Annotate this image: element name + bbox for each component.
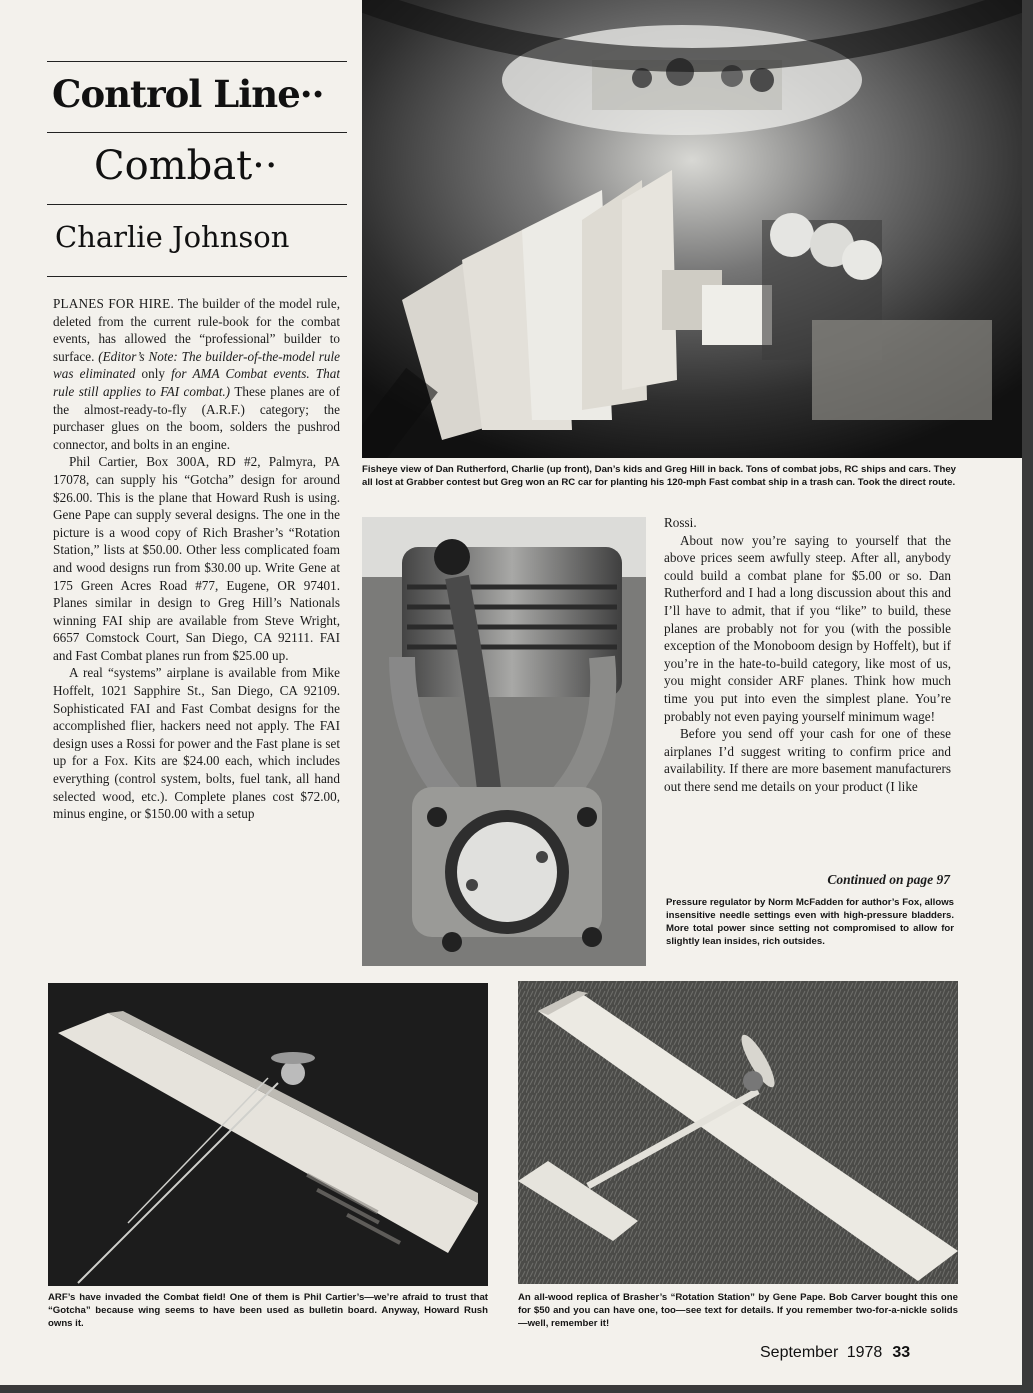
engine-photo-image [362,517,646,966]
gotcha-photo-image [48,983,488,1286]
paragraph-text: These planes are of the almost-ready-to-fly (A.R.F.) category; the purchaser glues on the boom, solders the pushrod connector, and bolts in an engine. [53,383,340,452]
van-photo-caption: Fisheye view of Dan Rutherford, Charlie (up front), Dan’s kids and Greg Hill in back. Tons of combat jobs, RC ships and cars. They all lost at Grabber contest but Greg won an RC car for planting his 120-mph Fast combat ship in a trash can. Took the direct route. [362,464,956,488]
column-subtitle: Combat·· [94,143,278,189]
article-paragraph: Phil Cartier, Box 300A, RD #2, Palmyra, PA 17078, can supply his “Gotcha” design for around $26.00. This is the plane that Howard Rush is using. Gene Pape can supply several designs. The one in the picture is a wood copy of Rich Brasher’s “Rotation Station,” lists at $50.00. Other less complicated foam and wood designs run from $30.00 up. Write Gene at 175 Green Acres Road #77, Eugene, OR 97401. Planes similar in design to Greg Hill’s Nationals winning FAI ship are available from Steve Wright, 6657 Comstock Court, San Diego, CA 92111. FAI and Fast Combat planes run from $25.00 up. [53,454,340,663]
column-title: Control Line·· [52,72,324,116]
article-paragraph: About now you’re saying to yourself that the above prices seem awfully steep. After all, anybody could build a combat plane for $5.00 or so. Dan Rutherford and I had a long discussion about this and I’ll have to admit, that if you “like” to build, these planes are probably not for you (with the possible exception of the Monoboom design by Hoffelt), but if you’re in the hate-to-build category, like most of us, you might consider ARF planes. Think how much time you put into even the simplest plane. You’re probably not even paying yourself minimum wage! [664,532,951,724]
rotation-station-photo [518,981,958,1284]
van-fisheye-photo [362,0,1022,458]
article-paragraph: Before you send off your cash for one of these airplanes I’d suggest writing to confirm price and availability. If there are more basement manufacturers out there send me details on your product (I like [664,726,951,794]
continued-on-page: Continued on page 97 [827,872,950,887]
rotation-photo-caption: An all-wood replica of Brasher’s “Rotation Station” by Gene Pape. Bob Carver bought this one for $50 and you can have one, too—see text for details. If you remember two-for-a-nickle solids—well, remember it! [518,1292,958,1329]
gotcha-plane-photo [48,983,488,1286]
article-column-1 [53,295,340,967]
article-column-2 [664,514,951,870]
header-rule-3 [47,204,347,205]
editors-note: (Editor’s Note: The builder-of-the-model rule was eliminated [53,348,340,382]
engine-regulator-photo [362,517,646,966]
paragraph-lead: PLANES FOR HIRE. [53,296,174,311]
article-paragraph [53,295,340,453]
rotation-photo-image [518,981,958,1284]
header-rule-bottom [47,276,347,277]
gotcha-photo-caption: ARF’s have invaded the Combat field! One of them is Phil Cartier’s—we’re afraid to trust that “Gotcha” because wing seems to have been used as bulletin board. Anyway, Howard Rush owns it. [48,1292,488,1329]
header-rule-2 [47,132,347,133]
article-paragraph: A real “systems” airplane is available from Mike Hoffelt, 1021 Sapphire St., San Diego, CA 92109. Sophisticated FAI and Fast Combat designs for the accomplished flier, hackers need not apply. The FAI design uses a Rossi for power and the Fast plane is set up for a Fox. Kits are $24.00 each, which includes everything (control system, bolts, fuel tank, all hand selected wood, etc.). Complete planes cost $72.00, minus engine, or $150.00 with a setup [53,665,340,822]
author-name: Charlie Johnson [55,220,290,254]
page-footer [760,1344,910,1362]
issue-date: September 1978 [760,1344,883,1361]
paragraph-text: The builder of the model rule, deleted from the current rule-book for the combat events, has allowed the “professional” builder to surface. [53,296,340,364]
engine-photo-caption: Pressure regulator by Norm McFadden for author’s Fox, allows insensitive needle settings even with high-pressure bladders. More total power since setting not compromised to allow for slightly lean insides, rich outsides. [666,897,954,947]
van-photo-image [362,0,1022,458]
article-paragraph: Rossi. [664,515,697,530]
emphasis-only: only [141,366,165,382]
editors-note-end: for AMA Combat events. That rule still applies to FAI combat.) [53,366,340,399]
header-rule-top [47,61,347,62]
page-number: 33 [892,1344,911,1361]
